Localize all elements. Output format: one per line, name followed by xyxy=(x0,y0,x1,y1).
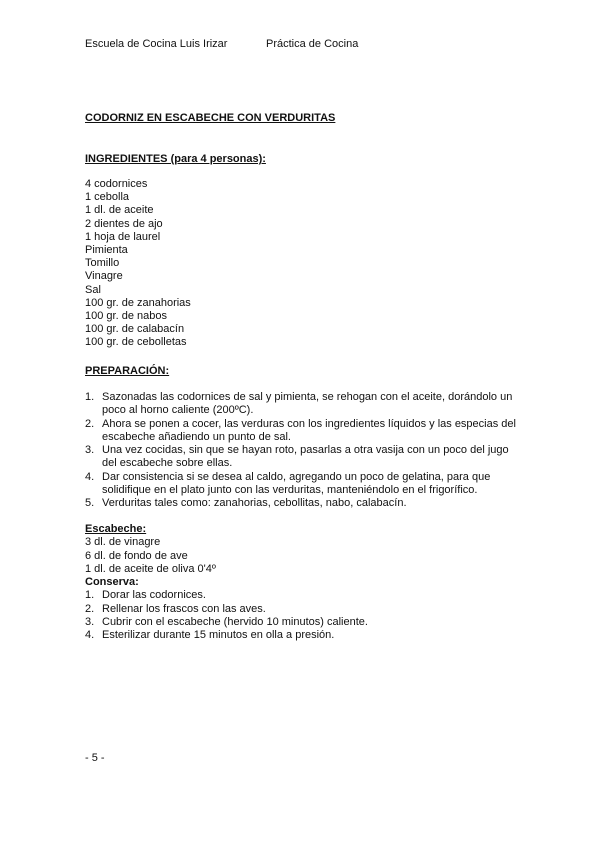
step-text: Ahora se ponen a cocer, las verduras con los ingredientes líquidos y las especias del escabeche añadiendo un punto de sal. xyxy=(102,417,516,443)
ingredient-item: Vinagre xyxy=(85,270,123,283)
escabeche-section xyxy=(85,523,525,643)
step-text: Sazonadas las codornices de sal y pimienta, se rehogan con el aceite, dorándolo un poco al horno caliente (200ºC). xyxy=(102,391,513,417)
escabeche-item: 1 dl. de aceite de oliva 0'4º xyxy=(85,562,216,575)
step-text: Rellenar los frascos con las aves. xyxy=(102,602,266,615)
conserva-step xyxy=(85,603,525,616)
conserva-heading: Conserva: xyxy=(85,576,139,589)
escabeche-heading: Escabeche: xyxy=(85,523,147,535)
preparation-step xyxy=(85,497,525,510)
ingredient-item: Sal xyxy=(85,283,101,296)
step-number: 5. xyxy=(85,497,95,510)
step-number: 1. xyxy=(85,589,95,602)
step-number: 2. xyxy=(85,417,95,430)
step-number: 1. xyxy=(85,391,95,403)
ingredient-item: 1 cebolla xyxy=(85,191,130,204)
ingredient-item: 100 gr. de nabos xyxy=(85,310,167,323)
preparation-heading: PREPARACIÓN: xyxy=(85,365,170,377)
page-number: - 5 - xyxy=(85,752,105,764)
ingredient-item: 100 gr. de calabacín xyxy=(85,323,185,336)
ingredient-item: 2 dientes de ajo xyxy=(85,217,163,230)
conserva-step xyxy=(85,629,525,642)
preparation-step xyxy=(85,418,525,445)
preparation-steps xyxy=(85,391,525,511)
step-number: 3. xyxy=(85,616,95,629)
ingredient-item: Pimienta xyxy=(85,244,128,257)
recipe-title: CODORNIZ EN ESCABECHE CON VERDURITAS xyxy=(85,112,336,124)
step-number: 4. xyxy=(85,629,95,642)
preparation-step xyxy=(85,444,525,471)
step-text: Verduritas tales como: zanahorias, cebollitas, nabo, calabacín. xyxy=(102,497,407,510)
conserva-step xyxy=(85,589,525,602)
step-text: Dorar las codornices. xyxy=(102,589,206,602)
ingredient-item: Tomillo xyxy=(85,257,120,270)
step-number: 2. xyxy=(85,602,95,615)
escabeche-item: 3 dl. de vinagre xyxy=(85,536,161,549)
escabeche-item: 6 dl. de fondo de ave xyxy=(85,549,188,562)
preparation-step xyxy=(85,391,525,418)
conserva-steps xyxy=(85,589,525,642)
school-name: Escuela de Cocina Luis Irizar xyxy=(85,38,228,50)
ingredient-item: 1 dl. de aceite xyxy=(85,204,154,217)
ingredient-item: 1 hoja de laurel xyxy=(85,230,161,243)
step-text: Una vez cocidas, sin que se hayan roto, pasarlas a otra vasija con un poco del jugo del escabeche sobre ellas. xyxy=(102,444,509,470)
step-number: 4. xyxy=(85,470,95,483)
step-text: Dar consistencia si se desea al caldo, agregando un poco de gelatina, para que solidifique en el plato junto con las verduritas, manteniéndolo en el frigorífico. xyxy=(102,470,491,497)
ingredients-list xyxy=(85,178,191,350)
ingredients-heading: INGREDIENTES (para 4 personas): xyxy=(85,153,266,165)
step-text: Esterilizar durante 15 minutos en olla a presión. xyxy=(102,629,335,642)
preparation-step xyxy=(85,471,525,498)
ingredient-item: 100 gr. de zanahorias xyxy=(85,296,191,309)
practice-label: Práctica de Cocina xyxy=(266,38,359,50)
conserva-step xyxy=(85,616,525,629)
ingredient-item: 4 codornices xyxy=(85,178,148,190)
ingredient-item: 100 gr. de cebolletas xyxy=(85,336,187,349)
step-number: 3. xyxy=(85,444,95,457)
step-text: Cubrir con el escabeche (hervido 10 minutos) caliente. xyxy=(102,616,368,629)
